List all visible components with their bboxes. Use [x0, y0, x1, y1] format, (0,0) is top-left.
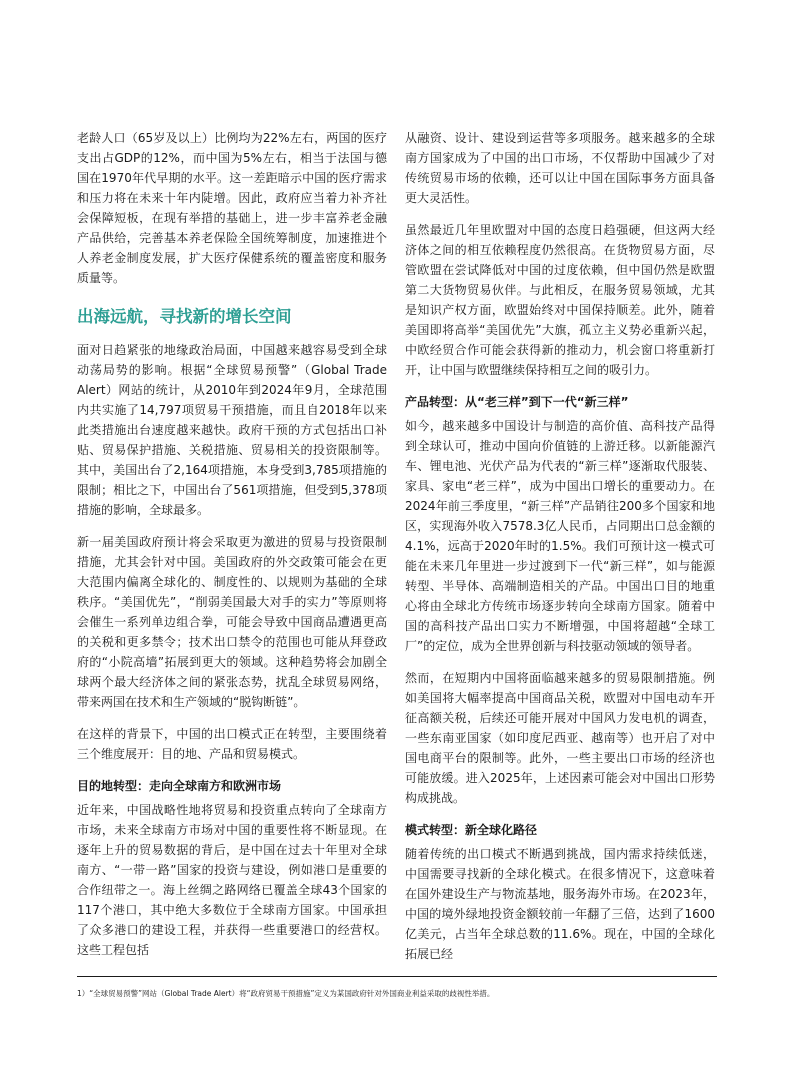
paragraph-intro: 老龄人口（65岁及以上）比例均为22%左右，两国的医疗支出占GDP的12%，而中国为5%左右，相当于法国与德国在1970年代早期的水平。这一差距暗示中国的医疗需求和压力将在未来十年内陡增。因此，政府应当着力补齐社会保障短板，在现有举措的基础上，进一步丰富养老金融产品供给，完善基本养老保险全国统筹制度，加速推进个人养老金制度发展，扩大医疗保健系统的覆盖密度和服务质量等。: [77, 131, 387, 285]
footnote: 1）“全球贸易预警”网站（Global Trade Alert）将“政府贸易干预措施”定义为某国政府针对外国商业利益采取的歧视性举措。: [77, 989, 495, 998]
paragraph-trade-alert: 面对日趋紧张的地缘政治局面，中国越来越容易受到全球动荡局势的影响。根据“全球贸易预警”（Global Trade Alert）网站的统计，从2010年到2024年9月，全球范围内共实施了14,797项贸易干预措施，而且自2018年以来此类措施出台速度越来越快。政府干预的方式包括出口补贴、贸易保护措施、关税措施、贸易相关的投资限制等。其中，美国出台了2,164项措施，本身受到3,785项措施的限制；相比之下，中国出台了561项措施，但受到5,378项措施的影响，全球最多。: [77, 343, 387, 517]
paragraph-eu: 虽然最近几年里欧盟对中国的态度日趋强硬，但这两大经济体之间的相互依赖程度仍然很高。在货物贸易方面，尽管欧盟在尝试降低对中国的过度依赖，但中国仍然是欧盟第二大货物贸易伙伴。与此相反，在服务贸易领域，尤其是知识产权方面，欧盟始终对中国保持顺差。此外，随着美国即将高举“美国优先”大旗，孤立主义势必重新兴起，中欧经贸合作可能会获得新的推动力，机会窗口将重新打开，让中国与欧盟继续保持相互之间的吸引力。: [405, 223, 715, 377]
left-column: [77, 128, 387, 972]
right-column: [405, 128, 715, 976]
paragraph-us-policy: 新一届美国政府预计将会采取更为激进的贸易与投资限制措施，尤其会针对中国。美国政府的外交政策可能会在更大范围内偏离全球化的、制度性的、以规则为基础的全球秩序。“美国优先”，“削弱美国最大对手的实力”等原则将会催生一系列单边组合拳，可能会导致中国商品遭遇更高的关税和更多禁令；技术出口禁令的范围也可能从拜登政府的“小院高墙”拓展到更大的领域。这种趋势将会加剧全球两个最大经济体之间的紧张态势，扰乱全球贸易网络，带来两国在技术和生产领域的“脱钩断链”。: [77, 535, 387, 709]
footnote-divider: [77, 976, 717, 977]
subheading-destination: 目的地转型：走向全球南方和欧洲市场: [77, 779, 282, 793]
subheading-model: 模式转型：新全球化路径: [405, 823, 538, 837]
paragraph-global-south: 近年来，中国战略性地将贸易和投资重点转向了全球南方市场，未来全球南方市场对中国的重要性将不断显现。在逐年上升的贸易数据的背后，是中国在过去十年里对全球南方、“一带一路”国家的投资与建设，例如港口是重要的合作纽带之一。海上丝绸之路网络已覆盖全球43个国家的117个港口，其中绝大多数位于全球南方国家。中国承担了众多港口的建设工程，并获得一些重要港口的经营权。这些工程包括: [77, 803, 387, 957]
section-heading: 出海远航，寻找新的增长空间: [77, 307, 292, 326]
paragraph-new-globalization: 随着传统的出口模式不断遇到挑战，国内需求持续低迷，中国需要寻找新的全球化模式。在很多情况下，这意味着在国外建设生产与物流基地，服务海外市场。在2023年，中国的境外绿地投资金额较前一年翻了三倍，达到了1600亿美元，占当年全球总数的11.6%。现在，中国的全球化拓展已经: [405, 847, 715, 961]
subheading-product: 产品转型：从“老三样”到下一代“新三样”: [405, 395, 629, 409]
paragraph-new-three: 如今，越来越多中国设计与制造的高价值、高科技产品得到全球认可，推动中国向价值链的上游迁移。以新能源汽车、锂电池、光伏产品为代表的“新三样”逐渐取代服装、家具、家电“老三样”，成为中国出口增长的重要动力。在2024年前三季度里，“新三样”产品销往200多个国家和地区，实现海外收入7578.3亿人民币，占同期出口总金额的4.1%，远高于2020年时的1.5%。我们可预计这一模式可能在未来几年里进一步过渡到下一代“新三样”，如与能源转型、半导体、高端制造相关的产品。中国出口目的地重心将由全球北方传统市场逐步转向全球南方国家。随着中国的高科技产品出口实力不断增强，中国将超越“全球工厂”的定位，成为全世界创新与科技驱动领域的领导者。: [405, 419, 715, 653]
paragraph-transformation: 在这样的背景下，中国的出口模式正在转型，主要围绕着三个维度展开：目的地、产品和贸易模式。: [77, 727, 387, 761]
paragraph-restrictions: 然而，在短期内中国将面临越来越多的贸易限制措施。例如美国将大幅率提高中国商品关税，欧盟对中国电动车开征高额关税，后续还可能开展对中国风力发电机的调查，一些东南亚国家（如印度尼西亚、越南等）也开启了对中国电商平台的限制等。此外，一些主要出口市场的经济也可能放缓。进入2025年，上述因素可能会对中国出口形势构成挑战。: [405, 671, 715, 805]
paragraph-export-markets: 从融资、设计、建设到运营等多项服务。越来越多的全球南方国家成为了中国的出口市场，不仅帮助中国减少了对传统贸易市场的依赖，还可以让中国在国际事务方面具备更大灵活性。: [405, 131, 715, 205]
